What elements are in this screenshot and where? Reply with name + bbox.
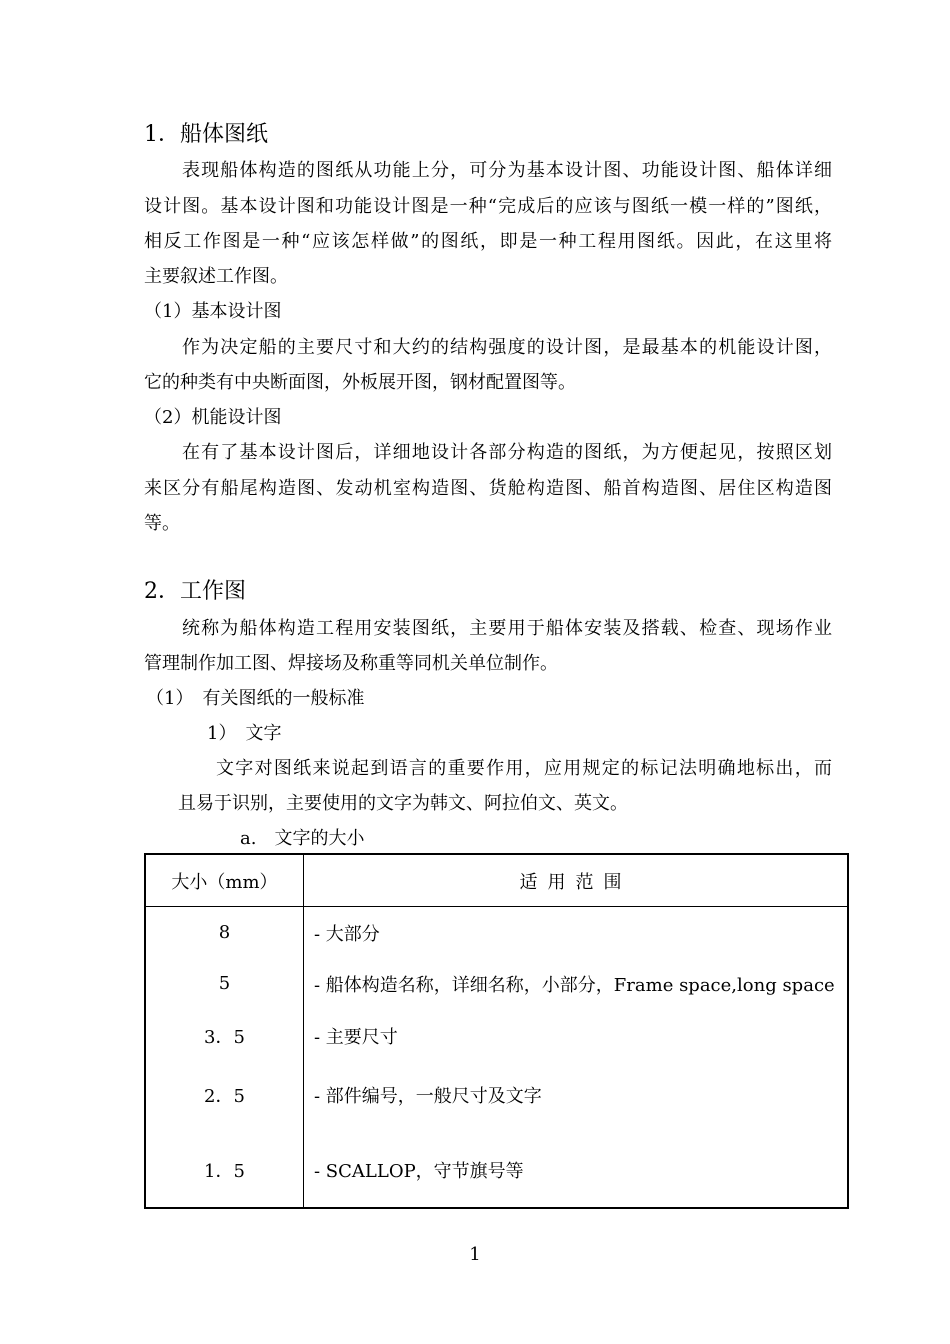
section1-para1-line3: 相反工作图是一种“应该怎样做”的图纸，即是一种工程用图纸。因此，在这里将 bbox=[144, 231, 832, 252]
section2-para1-line1: 统称为船体构造工程用安装图纸，主要用于船体安装及搭载、检查、现场作业 bbox=[182, 618, 832, 639]
table-cell-scope: - 主要尺寸 bbox=[314, 1026, 398, 1048]
section1-heading: 1．船体图纸 bbox=[144, 122, 268, 147]
section1-para1-line1: 表现船体构造的图纸从功能上分，可分为基本设计图、功能设计图、船体详细 bbox=[182, 160, 832, 181]
section2-subitem-a: a. 文字的大小 bbox=[240, 828, 365, 849]
table-cell-size: 8 bbox=[145, 907, 304, 959]
table-cell-size: 1．5 bbox=[145, 1133, 304, 1208]
table-row bbox=[145, 1009, 848, 1057]
section1-sub1-line1: 作为决定船的主要尺寸和大约的结构强度的设计图，是最基本的机能设计图， bbox=[182, 337, 832, 358]
table-header-size: 大小（mm） bbox=[145, 854, 304, 907]
section1-para1-line4: 主要叙述工作图。 bbox=[144, 266, 288, 287]
section2-item1-line1: 文字对图纸来说起到语言的重要作用，应用规定的标记法明确地标出，而 bbox=[216, 758, 832, 779]
table-row bbox=[145, 907, 848, 959]
section1-para1-line2: 设计图。基本设计图和功能设计图是一种“完成后的应该与图纸一模一样的”图纸， bbox=[144, 196, 832, 217]
section2-heading: 2．工作图 bbox=[144, 579, 246, 604]
table-cell-scope: - 船体构造名称，详细名称，小部分，Frame space,long space bbox=[314, 974, 835, 996]
section1-sub2-line1: 在有了基本设计图后，详细地设计各部分构造的图纸，为方便起见，按照区划 bbox=[182, 442, 832, 463]
section2-sub1-title: （1） 有关图纸的一般标准 bbox=[146, 688, 365, 709]
table-header-row bbox=[145, 854, 848, 907]
section1-sub2-line2: 来区分有船尾构造图、发动机室构造图、货舱构造图、船首构造图、居住区构造图 bbox=[144, 478, 832, 499]
table-header-scope: 适用范围 bbox=[304, 854, 849, 907]
page-number: 1 bbox=[469, 1244, 481, 1265]
section1-sub2-title: （2）机能设计图 bbox=[144, 407, 282, 428]
section2-item1-title: 1） 文字 bbox=[207, 723, 282, 744]
section1-sub1-line2: 它的种类有中央断面图，外板展开图，钢材配置图等。 bbox=[144, 372, 576, 393]
table-row bbox=[145, 1057, 848, 1133]
section1-sub1-title: （1）基本设计图 bbox=[144, 301, 282, 322]
table-row bbox=[145, 1133, 848, 1208]
section2-item1-line2: 且易于识别，主要使用的文字为韩文、阿拉伯文、英文。 bbox=[178, 793, 628, 814]
table-cell-size: 2．5 bbox=[145, 1057, 304, 1133]
font-size-table bbox=[144, 853, 849, 1209]
table-cell-size: 5 bbox=[145, 959, 304, 1009]
table-cell-size: 3．5 bbox=[145, 1009, 304, 1057]
table-row bbox=[145, 959, 848, 1009]
table-cell-scope: - 大部分 bbox=[314, 923, 380, 945]
table-cell-scope: - 部件编号，一般尺寸及文字 bbox=[314, 1085, 542, 1107]
section2-para1-line2: 管理制作加工图、焊接场及称重等同机关单位制作。 bbox=[144, 653, 558, 674]
table-cell-scope: - SCALLOP，守节旗号等 bbox=[314, 1160, 524, 1182]
section1-sub2-line3: 等。 bbox=[144, 513, 180, 534]
